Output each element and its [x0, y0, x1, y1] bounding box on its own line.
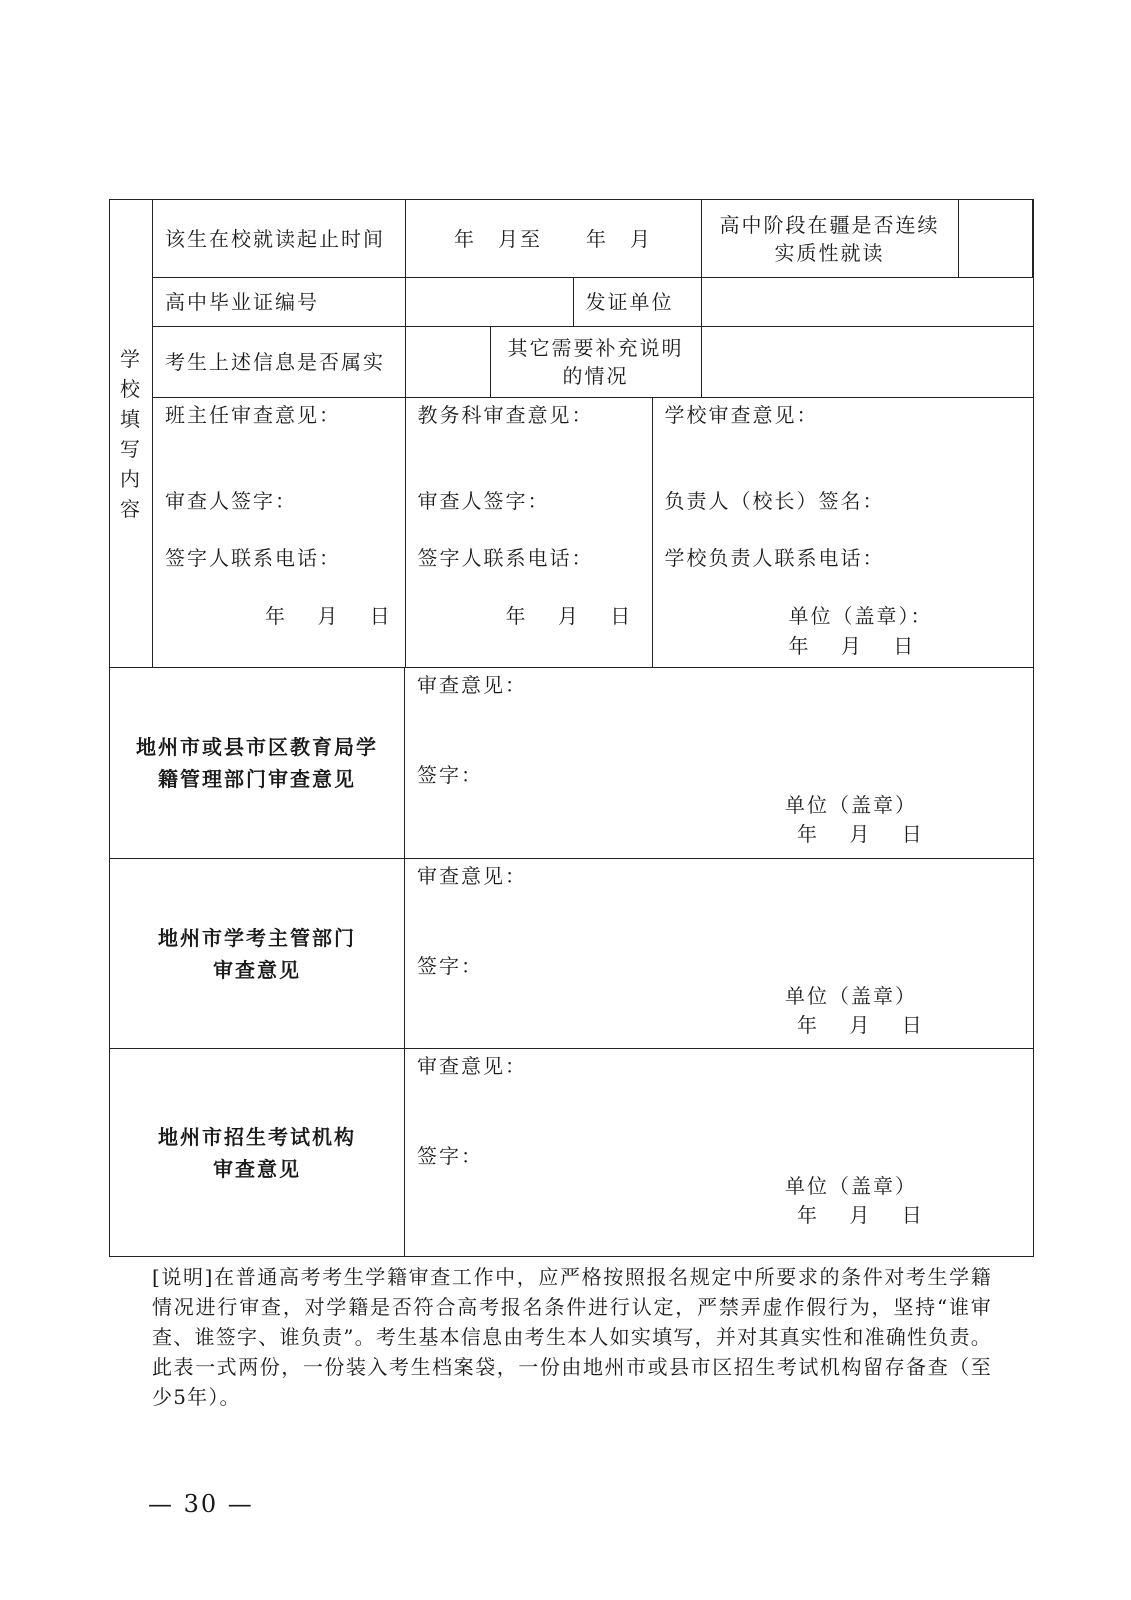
school-principal-sign: 负责人（校长）签名：: [664, 489, 885, 514]
education-bureau-sign: 签字：: [417, 763, 483, 788]
diploma-number-label: 高中毕业证编号: [153, 278, 405, 325]
education-bureau-label-line2: 籍管理部门审查意见: [158, 767, 356, 792]
school-opinion-title: 学校审查意见：: [664, 403, 819, 428]
exam-department-sign: 签字：: [417, 954, 483, 979]
academic-office-opinion-title: 教务科审查意见：: [417, 403, 594, 428]
issuer-field[interactable]: [701, 278, 1033, 325]
education-bureau-label-line1: 地州市或县市区教育局学: [136, 735, 378, 760]
school-label-char: 写: [120, 436, 142, 461]
diploma-number-field[interactable]: [405, 278, 573, 325]
admission-agency-sign: 签字：: [417, 1144, 483, 1168]
other-info-label-line1: 其它需要补充说明: [507, 336, 684, 361]
exam-department-label-line1: 地州市学考主管部门: [158, 925, 356, 950]
education-bureau-opinion-title: 审查意见：: [417, 673, 527, 698]
continuous-study-field[interactable]: [958, 200, 1033, 277]
exam-department-label-line2: 审查意见: [213, 957, 301, 982]
school-label-char: 内: [120, 466, 142, 491]
school-principal-phone: 学校负责人联系电话：: [664, 546, 885, 571]
info-true-field[interactable]: [405, 327, 490, 398]
head-teacher-phone: 签字人联系电话：: [165, 546, 341, 571]
school-section-body: [153, 200, 1034, 668]
education-bureau-label: [110, 668, 405, 859]
school-label-char: 校: [120, 376, 142, 401]
exam-department-opinion-cell: [405, 859, 1034, 1049]
academic-office-phone: 签字人联系电话：: [417, 546, 594, 571]
school-seal: 单位（盖章）：: [788, 604, 933, 629]
academic-office-date: 年 月 日: [505, 604, 633, 629]
education-bureau-seal: 单位（盖章）: [785, 793, 917, 818]
admission-agency-opinion-title: 审查意见：: [417, 1054, 527, 1078]
school-label-char: 容: [120, 496, 142, 521]
admission-agency-opinion-cell: [405, 1049, 1034, 1257]
exam-department-seal: 单位（盖章）: [785, 984, 917, 1009]
other-info-label: [490, 327, 701, 398]
admission-agency-seal: 单位（盖章）: [785, 1174, 917, 1198]
head-teacher-signer: 审查人签字：: [165, 489, 297, 514]
head-teacher-date: 年 月 日: [265, 604, 392, 629]
info-true-label: 考生上述信息是否属实: [153, 327, 405, 398]
school-opinion-cell: [652, 398, 1033, 667]
school-date: 年 月 日: [788, 634, 916, 659]
admission-agency-date: 年 月 日: [797, 1203, 924, 1227]
head-teacher-opinion-title: 班主任审查意见：: [165, 403, 341, 428]
other-info-label-line2: 的情况: [562, 364, 629, 389]
school-section-label: [110, 200, 153, 668]
other-info-field[interactable]: [701, 327, 1033, 398]
head-teacher-opinion-cell: [153, 398, 405, 667]
explanation-note: [说明]在普通高考考生学籍审查工作中，应严格按照报名规定中所要求的条件对考生学籍情况进行审查，对学籍是否符合高考报名条件进行认定，严禁弄虚作假行为，坚持“谁审查、谁签字、谁负责”。考生基本信息由考生本人如实填写，并对其真实性和准确性负责。此表一式两份，一份装入考生档案袋，一份由地州市或县市区招生考试机构留存备查（至少5年）。: [152, 1265, 992, 1409]
page-number: — 30 —: [148, 1490, 254, 1518]
academic-office-signer: 审查人签字：: [417, 489, 550, 514]
study-period-label: 该生在校就读起止时间: [153, 200, 405, 277]
school-label-char: 学: [120, 346, 142, 371]
continuous-label-line2: 实质性就读: [774, 240, 885, 265]
school-label-char: 填: [120, 406, 142, 431]
review-form-table: [109, 199, 1034, 1257]
exam-department-label: [110, 859, 405, 1049]
study-period-field[interactable]: 年 月至 年 月: [405, 200, 701, 277]
academic-office-opinion-cell: [405, 398, 652, 667]
exam-department-opinion-title: 审查意见：: [417, 864, 527, 889]
continuous-study-label: [701, 200, 958, 277]
exam-department-date: 年 月 日: [797, 1013, 924, 1038]
education-bureau-opinion-cell: [405, 668, 1034, 859]
education-bureau-date: 年 月 日: [797, 822, 924, 847]
issuer-label: 发证单位: [573, 278, 701, 325]
admission-agency-label: [110, 1049, 405, 1257]
admission-agency-label-line1: 地州市招生考试机构: [158, 1124, 356, 1149]
admission-agency-label-line2: 审查意见: [213, 1156, 301, 1181]
continuous-label-line1: 高中阶段在疆是否连续: [719, 212, 940, 237]
